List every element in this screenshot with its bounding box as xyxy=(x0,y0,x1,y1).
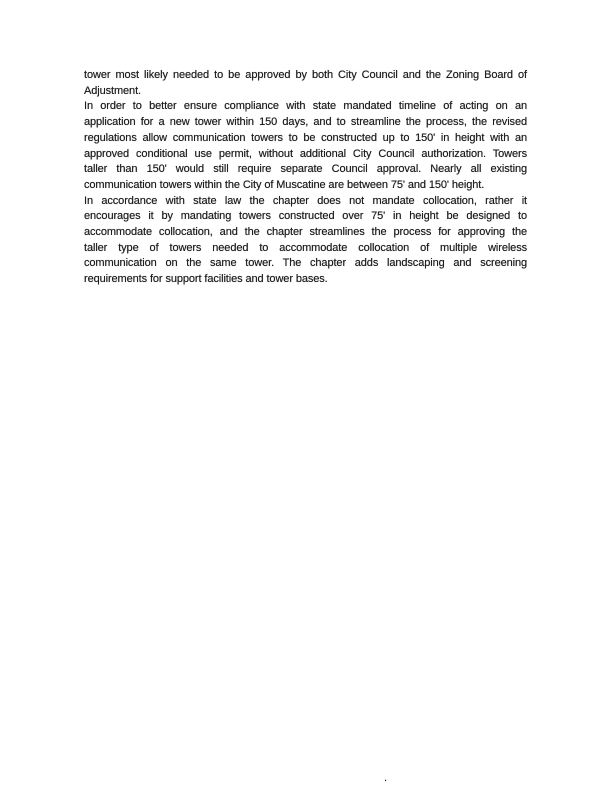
text-block xyxy=(84,68,527,288)
paragraph-1 xyxy=(84,68,527,99)
text-line: taller than 150' would still require separate Council approval. Nearly all existing xyxy=(84,163,527,176)
paragraph-3 xyxy=(84,194,527,288)
text-line: communication towers within the City of Muscatine are between 75' and 150' height. xyxy=(84,178,485,191)
text-line: In accordance with state law the chapter does not mandate collocation, rather it xyxy=(84,194,527,207)
text-line: communication on the same tower. The chapter adds landscaping and screening xyxy=(84,257,527,270)
footer-dot: . xyxy=(384,772,388,784)
text-line: accommodate collocation, and the chapter streamlines the process for approving the xyxy=(84,226,527,239)
text-line: tower most likely needed to be approved by both City Council and the Zoning Board of xyxy=(84,69,527,81)
text-line: regulations allow communication towers to be constructed up to 150' in height with an xyxy=(84,131,527,144)
paragraph-2 xyxy=(84,99,527,193)
text-line: encourages it by mandating towers constructed over 75' in height be designed to xyxy=(84,210,527,223)
text-line: taller type of towers needed to accommodate collocation of multiple wireless xyxy=(84,241,527,254)
text-line: application for a new tower within 150 days, and to streamline the process, the revised xyxy=(84,116,527,129)
text-line: requirements for support facilities and tower bases. xyxy=(84,273,328,286)
text-line: In order to better ensure compliance with state mandated timeline of acting on an xyxy=(84,100,527,113)
text-line: approved conditional use permit, without additional City Council authorization. Towers xyxy=(84,147,527,160)
text-line: Adjustment. xyxy=(84,84,141,97)
